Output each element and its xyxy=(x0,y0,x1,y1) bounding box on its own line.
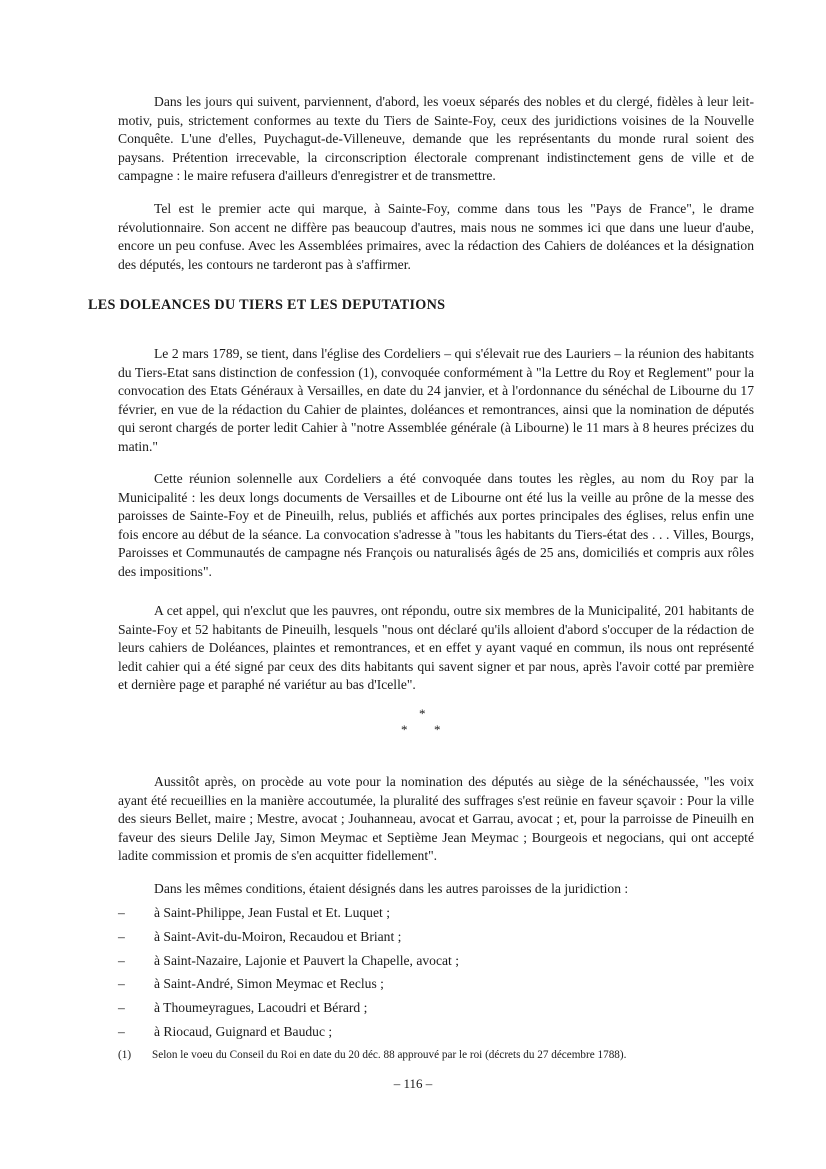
list-item-text: à Saint-Avit-du-Moiron, Recaudou et Briant ; xyxy=(154,928,402,944)
paragraph-5: A cet appel, qui n'exclut que les pauvres, ont répondu, outre six membres de la Municipalité, 201 habitants de Sainte-Foy et 52 habitants de Pineuilh, lesquels "nous ont déclaré qu'ils alloient d'abord s'occuper de la rédaction de leurs cahiers de Doléances, plaintes et remontrances, et en effet y ayant vaqué en commun, ils nous ont représenté ledit cahier qui a été signé par ceux des dits habitants qui savent signer et par nous, après l'avoir cotté par première et dernière page et paraphé né variétur au bas d'Icelle". xyxy=(118,603,754,693)
list-item xyxy=(118,975,459,999)
paragraph-2: Tel est le premier acte qui marque, à Sainte-Foy, comme dans tous les "Pays de France", le drame révolutionnaire. Son accent ne diffère pas beaucoup d'autres, mais nous ne sommes ici que dans une lueur d'aube, encore un peu confuse. Avec les Assemblées primaires, avec la rédaction des Cahiers de doléances et la désignation des députés, les contours ne tarderont pas à s'affirmer. xyxy=(118,201,754,272)
paragraph-4: Cette réunion solennelle aux Cordeliers a été convoquée dans toutes les règles, au nom du Roy par la Municipalité : les deux longs documents de Versailles et de Libourne ont été lus la veille au prône de la messe des paroisses de Sainte-Foy et de Pineuilh, relus, publiés et affichés aux portes principales des églises, relus enfin une fois encore au début de la séance. La convocation s'adresse à "tous les habitants du Tiers-état des . . . Villes, Bourgs, Paroisses et Communautés de campagne nés François ou naturalisés âgés de 25 ans, domiciliés et compris aux rôles des impositions". xyxy=(118,471,754,579)
list-item xyxy=(118,928,459,952)
paragraph-6: Aussitôt après, on procède au vote pour la nomination des députés au siège de la sénéchaussée, "les voix ayant été recueillies en la manière accoutumée, la pluralité des suffrages s'est reünie en faveur sçavoir : Pour la ville des sieurs Bellet, maire ; Mestre, avocat ; Jouhanneau, avocat et Garrau, avocat ; et, pour la parroisse de Pineuilh en faveur des sieurs Delile Jay, Simon Meymac et Septième Jean Meymac ; Bourgeois et negocians, qui ont accepté ladite commission et promis de s'en acquitter fidellement". xyxy=(118,774,754,864)
footnote xyxy=(118,1048,626,1062)
dash-marker: – xyxy=(118,905,125,920)
asterisk-left: * xyxy=(401,722,408,737)
page-number: – 116 – xyxy=(393,1076,433,1091)
asterisk-right: * xyxy=(434,722,441,737)
paragraph-1: Dans les jours qui suivent, parviennent, d'abord, les voeux séparés des nobles et du clergé, fidèles à leur leit-motiv, puis, strictement conformes au texte du Tiers de Sainte-Foy, ceux des juridictions voisines de la Nouvelle Conquête. L'une d'elles, Puychagut-de-Villeneuve, demande que les représentants du monde rural soient des paysans. Prétention irrecevable, la circonscription électorale comprenant indistinctement gens de ville et de campagne : le maire refusera d'ailleurs d'enregistrer et de transmettre. xyxy=(118,94,754,184)
list-item-text: à Saint-Philippe, Jean Fustal et Et. Luquet ; xyxy=(154,905,390,920)
asterisk-top: * xyxy=(419,706,426,721)
dash-marker: – xyxy=(118,952,125,968)
dash-marker: – xyxy=(118,976,125,992)
list-item xyxy=(118,999,459,1023)
list-item-text: à Thoumeyragues, Lacoudri et Bérard ; xyxy=(154,1000,368,1016)
list-item-text: à Saint-André, Simon Meymac et Reclus ; xyxy=(154,976,384,992)
paragraph-3: Le 2 mars 1789, se tient, dans l'église des Cordeliers – qui s'élevait rue des Lauriers – la réunion des habitants du Tiers-Etat sans distinction de confession (1), convoquée conformément à "la Lettre du Roy et Reglement" pour la convocation des Etats Généraux à Versailles, en date du 24 janvier, et à l'ordonnance du sénéchal de Libourne du 17 février, en vue de la rédaction du Cahier de plaintes, doléances et remontrances, ainsi que la nomination de députés qui seront chargés de porter ledit Cahier à "notre Assemblée générale (à Libourne) le 11 mars à 8 heures précizes du matin." xyxy=(118,346,754,454)
dash-marker: – xyxy=(118,1023,125,1039)
dash-marker: – xyxy=(118,1000,125,1016)
list-item xyxy=(118,1023,459,1047)
list-item xyxy=(118,904,459,928)
section-separator xyxy=(398,706,448,740)
list-item-text: à Saint-Nazaire, Lajonie et Pauvert la Chapelle, avocat ; xyxy=(154,952,459,968)
footnote-text: Selon le voeu du Conseil du Roi en date du 20 déc. 88 approuvé par le roi (décrets du 27 décembre 1788). xyxy=(152,1049,627,1061)
paragraph-7: Dans les mêmes conditions, étaient désignés dans les autres paroisses de la juridiction : xyxy=(154,881,629,896)
section-heading: LES DOLEANCES DU TIERS ET LES DEPUTATIONS xyxy=(88,297,446,313)
dash-marker: – xyxy=(118,928,125,944)
parish-list xyxy=(118,904,459,1047)
footnote-number: (1) xyxy=(118,1049,132,1061)
list-item-text: à Riocaud, Guignard et Bauduc ; xyxy=(154,1023,333,1039)
list-item xyxy=(118,952,459,976)
